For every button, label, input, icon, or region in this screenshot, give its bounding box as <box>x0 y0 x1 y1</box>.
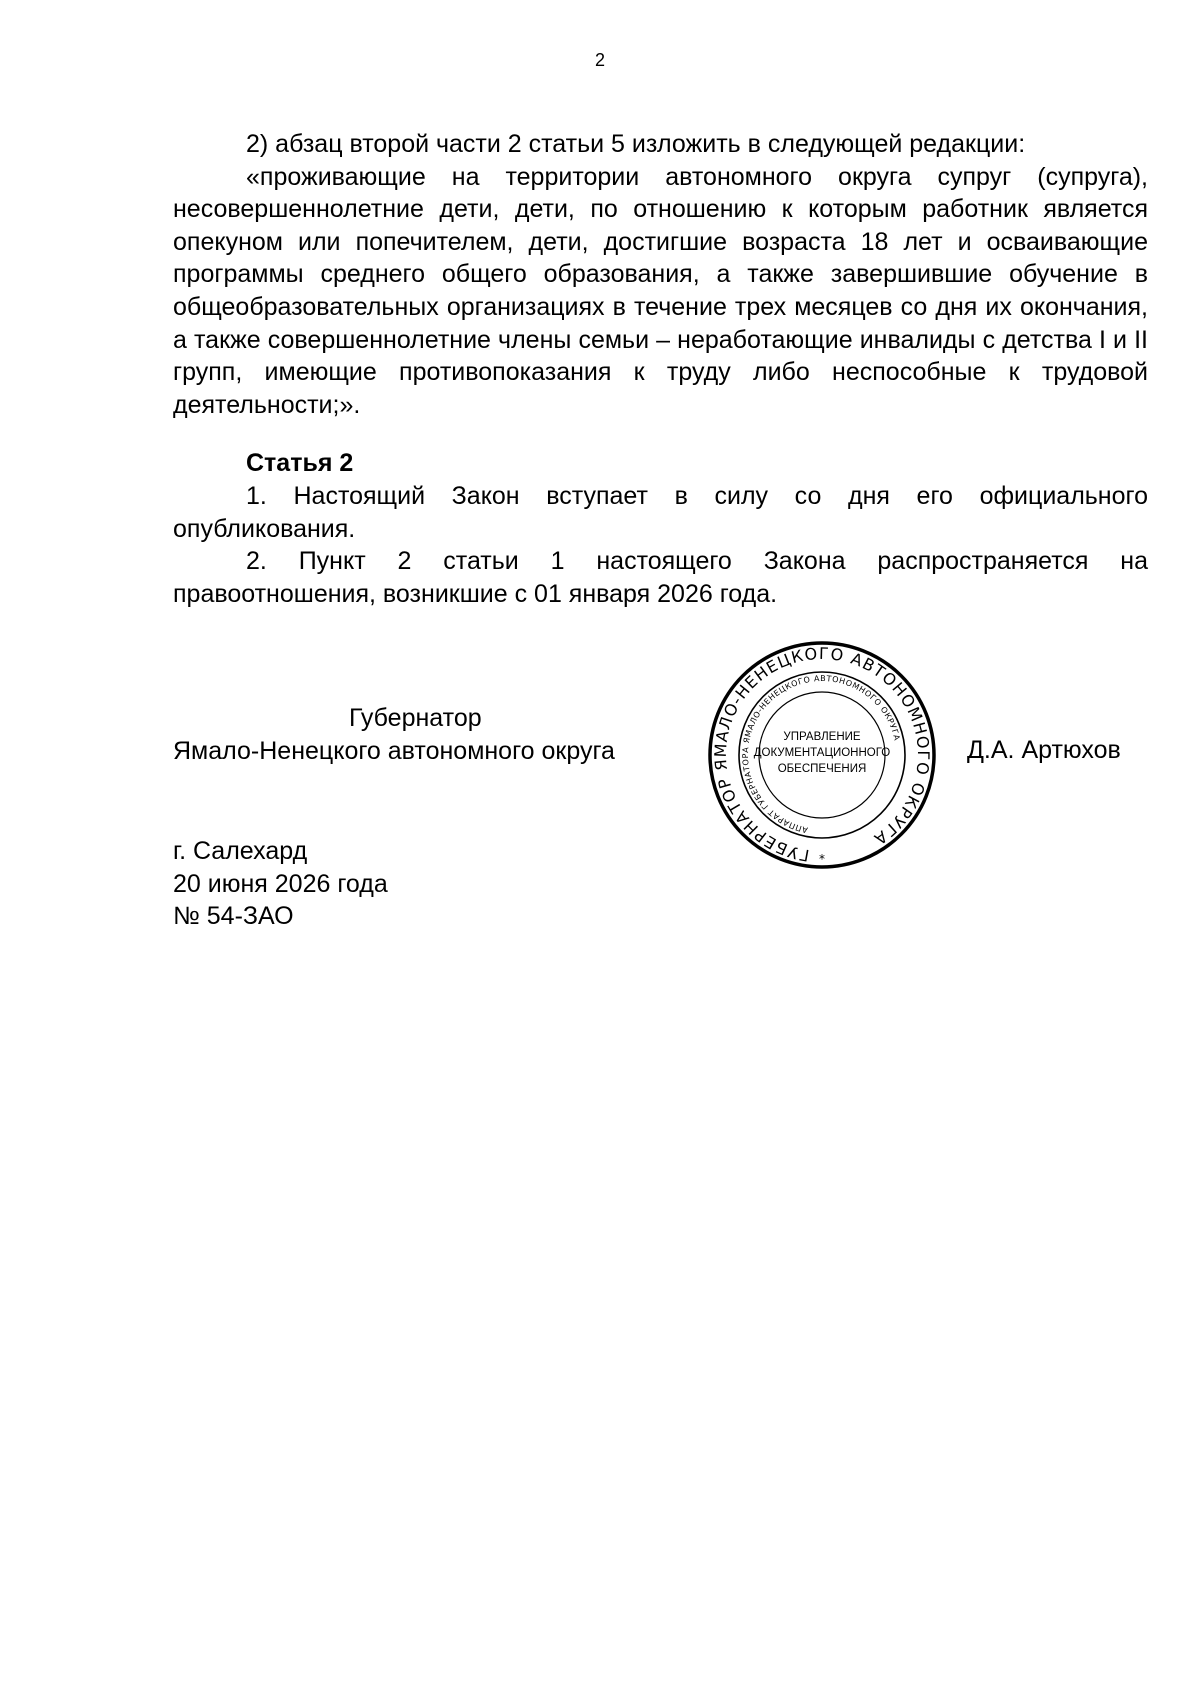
seal-center-line-3: ОБЕСПЕЧЕНИЯ <box>777 763 867 775</box>
signer-name: Д.А. Артюхов <box>967 736 1121 764</box>
article-clause-2: 2. Пункт 2 статьи 1 настоящего Закона распространяется на правоотношения, возникшие с 01 января 2026 года. <box>173 547 1148 608</box>
seal-star: * <box>819 852 825 866</box>
amendment-new-text: «проживающие на территории автономного округа супруг (супруга), несовершеннолетние дети, дети, по отношению к которым работник является опекуном или попечителем, дети, достигшие возраста 18 лет и осваивающие программы среднего общего образования, а также завершившие обучение в общеобразовательных организациях в течение трех месяцев со дня их окончания, а также совершеннолетние члены семьи – неработающие инвалиды с детства I и II групп, имеющие противопоказания к труду либо неспособные к трудовой деятельности;». <box>173 162 1148 419</box>
law-number: № 54-ЗАО <box>173 902 294 931</box>
official-seal <box>707 640 937 870</box>
amendment-intro: 2) абзац второй части 2 статьи 5 изложить в следующей редакции: <box>246 130 1026 158</box>
seal-outer-text: ГУБЕРНАТОР ЯМАЛО-НЕНЕЦКОГО АВТОНОМНОГО ОКРУГА <box>710 643 934 866</box>
signer-position: Губернатор <box>349 704 482 732</box>
article-clause-1: 1. Настоящий Закон вступает в силу со дня его официального опубликования. <box>173 481 1148 543</box>
document-body <box>173 128 1148 610</box>
document-footer <box>173 835 388 933</box>
signing-date: 20 июня 2026 года <box>173 869 388 898</box>
signer-organization: Ямало-Ненецкого автономного округа <box>173 736 615 765</box>
signature-block <box>173 702 615 767</box>
seal-center-line-1: УПРАВЛЕНИЕ <box>783 731 861 743</box>
seal-inner-text: АППАРАТ ГУБЕРНАТОРА ЯМАЛО-НЕНЕЦКОГО АВТОНОМНОГО ОКРУГА <box>740 673 902 835</box>
page-number: 2 <box>594 50 605 70</box>
place-of-signing: г. Салехард <box>173 837 308 865</box>
seal-center-line-2: ДОКУМЕНТАЦИОННОГО <box>753 747 891 759</box>
article-heading: Статья 2 <box>246 449 354 478</box>
